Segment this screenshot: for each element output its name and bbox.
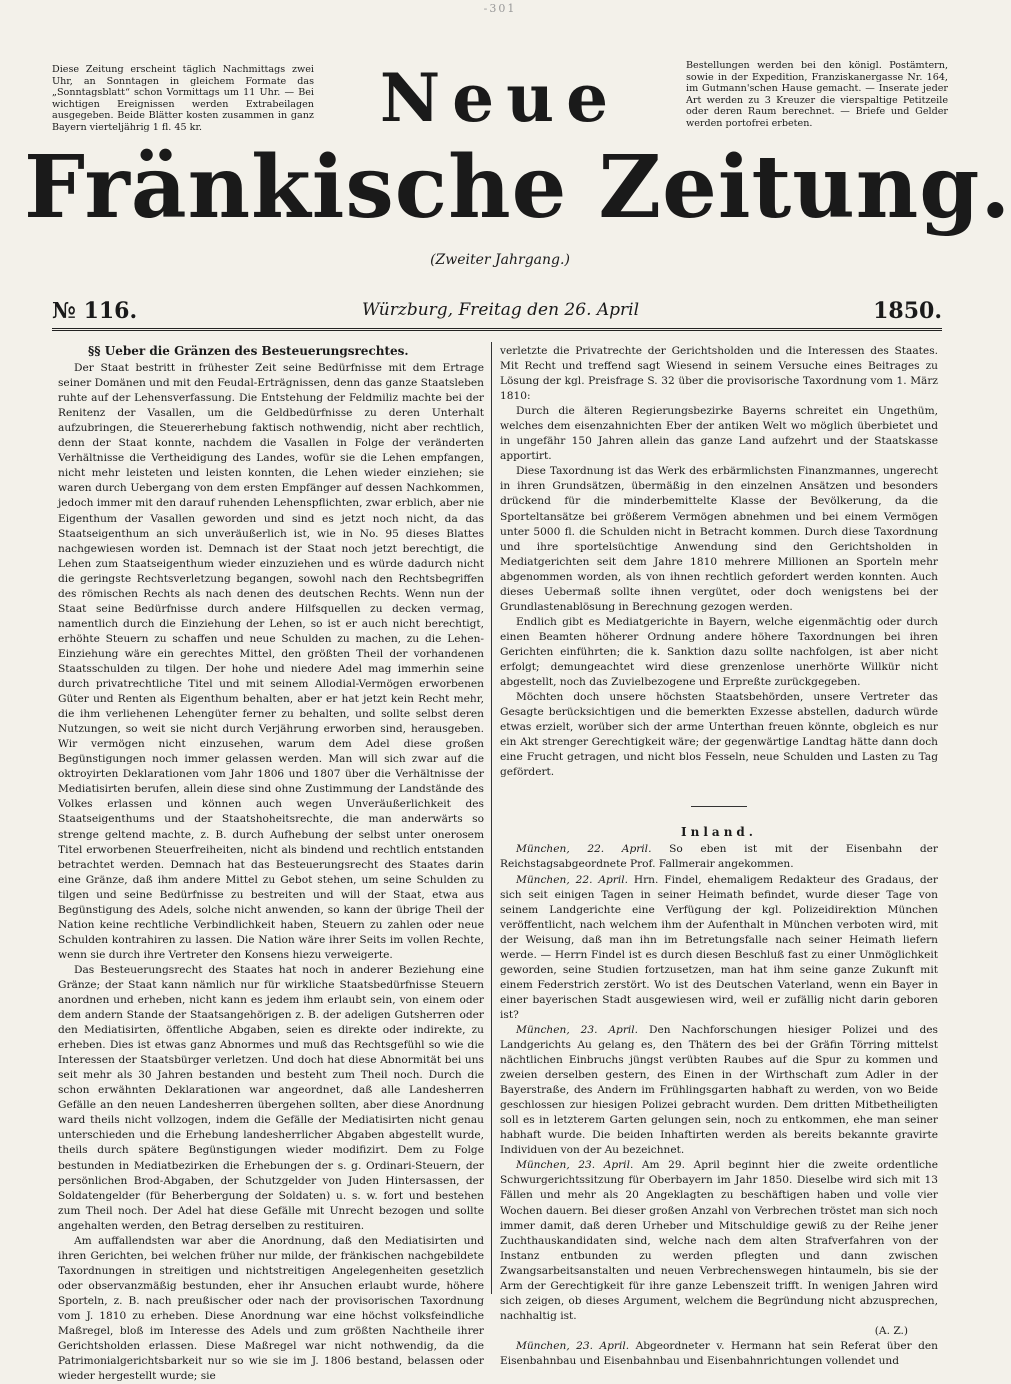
dateline-bar: [52, 298, 942, 331]
article-paragraph: Möchten doch unsere höchsten Staatsbehörden, unsere Vertreter das Gesagte berücksichtigen und die bemerkten Exzesse abstellen, dadurch würde etwas erzielt, worüber sich der arme Unterthan freuen könnte, obgleich es nur ein Akt strenger Gerechtigkeit wäre; der gegenwärtige Landtag hätte dann doch eine Frucht getragen, und nicht blos Fesseln, neue Schulden und Lasten zu Tag gefördert.: [500, 691, 938, 779]
article-paragraph: Der Staat bestritt in frühester Zeit seine Bedürfnisse mit dem Ertrage seiner Domänen und mit den Feudal-Erträgnissen, denn das ganze Staatsleben ruhte auf der Lehensverfassung. Die Entstehung der Feldmiliz machte bei der Renitenz der Vasallen, um die Geldbedürfnisse zu deren Unterhalt aufzubringen, die Steuererhebung faktisch nothwendig, nicht aber rechtlich, denn der Staat konnte, nachdem die Vasallen in Folge der veränderten Verhältnisse die Vertheidigung des Landes, wofür sie die Lehen empfangen, nicht mehr leisteten und leisten konnten, die Lehen wieder einziehen; sie waren durch Uebergang von dem ersten Empfänger auf dessen Nachkommen, jedoch immer mit den darauf ruhenden Lehenspflichten, zwar erblich, aber nie Eigenthum der Vasallen geworden und sind es jetzt noch nicht, da das Staatseigenthum an sich unveräußerlich ist, wie in No. 95 dieses Blattes nachgewiesen worden ist. Demnach ist der Staat noch jetzt berechtigt, die Lehen zum Staatseigenthum wieder einzuziehen und es würde dadurch nicht die geringste Rechtsverletzung begangen, sowohl nach den Rechtsbegriffen des römischen Rechts als nach denen des deutschen Rechts. Wenn nun der Staat seine Bedürfnisse durch andere Hilfsquellen zu decken vermag, namentlich durch die Einziehung der Lehen, so ist er auch nicht berechtigt, erhöhte Steuern zu schaffen und neue Schulden zu machen, zu die Lehen-Einziehung wäre ein gerechtes Mittel, den größten Theil der vorhandenen Staatsschulden zu tilgen. Der hohe und niedere Adel mag immerhin seine durch privatrechtliche Titel und mit seinem Allodial-Vermögen erworbenen Güter und Renten als Eigenthum behalten, aber er hat jetzt kein Recht mehr, die ihm verliehenen Lehengüter ferner zu behalten, und sollte selbst deren Nutzungen, so weit sie nicht durch Verjährung erworben sind, herausgeben. Wir vermögen nicht einzusehen, warum dem Adel diese großen Begünstigungen noch immer gelassen werden. Man will sich zwar auf die oktroyirten Deklarationen vom Jahr 1806 und 1807 über die Verhältnisse der Mediatisirten berufen, allein diese sind ohne Zustimmung der Landstände des Volkes erlassen und können auch wegen Unveräußerlichkeit des Staatseigenthums und der Staatshoheitsrechte, die man anderwärts so strenge geltend machte, z. B. durch Aufhebung der selbst unter onerosem Titel erworbenen Steuerfreiheiten, nicht als bindend und rechtlich entstanden betrachtet werden. Demnach hat das Besteuerungsrecht des Staates darin eine Gränze, daß ihm andere Mittel zu Gebot stehen, um seine Schulden zu tilgen und seine Bedürfnisse zu bestreiten und will der Staat, etwa aus Begünstigung des Adels, solche nicht anwenden, so kann der übrige Theil der Nation keine rechtliche Verbindlichkeit haben, Steuern zu zahlen oder neue Schulden kontrahiren zu lassen. Die Nation wäre ihrer Seits im vollen Rechte, wenn sie durch ihre Vertreter den Konsens hiezu verweigerte.: [58, 362, 484, 961]
article-paragraph: Endlich gibt es Mediatgerichte in Bayern, welche eigenmächtig oder durch einen Beamten höherer Ordnung andere höhere Taxordnungen bei ihren Gerichten einführten; die k. Sanktion dazu sollte nachfolgen, ist aber nicht erfolgt; demungeachtet wird diese grenzenlose unerhörte Willkür nicht abgestellt, noch das Zuvielbezogene und Erpreßte zurückgegeben.: [500, 615, 938, 689]
report-dateline: München, 22. April.: [516, 843, 652, 856]
report-text: Abgeordneter v. Hermann hat sein Referat über den Eisenbahnbau und Eisenbahnbau und Eisenbahnrichtungen vollendet und: [500, 1339, 938, 1367]
masthead-subtitle: (Zweiter Jahrgang.): [430, 252, 570, 268]
news-report: [500, 842, 938, 872]
news-report: [500, 1158, 938, 1324]
issue-date: Würzburg, Freitag den 26. April: [362, 300, 640, 320]
right-column: [500, 344, 938, 1367]
report-text: Am 29. April beginnt hier die zweite ordentliche Schwurgerichtssitzung für Oberbayern im Jahr 1850. Dieselbe wird sich mit 13 Fällen und mehr als 20 Angeklagten zu beschäftigen haben und volle vier Wochen dauern. Bei dieser großen Anzahl von Verbrechen tröstet man sich noch immer damit, daß deren Urheber und Mitschuldige gewiß zu der Reihe jener Zuchthauskandidaten sind, welche nach dem alten Strafverfahren von der Instanz entbunden zu werden pflegten und dann zwischen Zwangsarbeitsanstalten und neuen Verbrechenswegen hintaumeln, bis sie der Arm der Gerechtigkeit für ihre ganze Lebenszeit trifft. In wenigen Jahren wird sich zeigen, ob dieses Argument, welchem die Begründung nicht abzusprechen, nachhaltig ist.: [500, 1159, 938, 1322]
article-paragraph: Durch die älteren Regierungsbezirke Bayerns schreitet ein Ungethüm, welches dem eisenzahnichten Eber der antiken Welt wo möglich überbietet und in ungefähr 150 Jahren allein das ganze Land aufzehrt und der Staatskasse apportirt.: [500, 405, 938, 463]
ordering-notice: Bestellungen werden bei den königl. Postämtern, sowie in der Expedition, Franziskanergasse Nr. 164, im Gutmann'schen Hause gemacht. — Inserate jeder Art werden zu 3 Kreuzer die vierspaltige Petitzeile oder deren Raum berechnet. — Briefe und Gelder werden portofrei erbeten.: [686, 60, 948, 129]
section-rule: [691, 806, 747, 807]
subscription-notice: Diese Zeitung erscheint täglich Nachmittags zwei Uhr, an Sonntagen in gleichem Formate das „Sonntagsblatt“ schon Vormittags um 11 Uhr. — Bei wichtigen Ereignissen werden Extrabeilagen ausgegeben. Beide Blätter kosten zusammen in ganz Bayern vierteljährig 1 fl. 45 kr.: [52, 64, 314, 133]
article-heading: §§ Ueber die Gränzen des Besteuerungsrechtes.: [88, 344, 409, 358]
news-report: [500, 873, 938, 1023]
news-report: [500, 1339, 938, 1369]
issue-number: № 116.: [52, 298, 138, 324]
report-dateline: München, 23. April.: [516, 1159, 634, 1172]
news-report: [500, 1023, 938, 1158]
report-text: Den Nachforschungen hiesiger Polizei und des Landgerichts Au gelang es, den Thätern des bei der Gräfin Törring mittelst nächtlichen Einbruchs jüngst verübten Raubes auf die Spur zu kommen und zweien derselben gestern, des Einen in der Wirthschaft zum Adler in der Bayerstraße, des Andern im Frühlingsgarten habhaft zu werden, von wo Beide geschlossen zur hiesigen Polizei gebracht wurden. Dem dritten Mitbetheiligten soll es in letzterem Garten gelungen sein, noch zu entkommen, ehe man seiner habhaft wurde. Die beiden Inhaftirten werden als bereits bekannte gravirte Individuen von der Au bezeichnet.: [500, 1023, 938, 1157]
report-text: Hrn. Findel, ehemaligem Redakteur des Gradaus, der sich seit einigen Tagen in seiner Heimath befindet, wurde dieser Tage von seinem Landgerichte eine Verfügung der kgl. Polizeidirektion München veröffentlicht, nach welchem ihm der Aufenthalt in München verboten wird, mit der Weisung, daß man ihn im Betretungsfalle nach seiner Heimath liefern werde. — Herrn Findel ist es durch diesen Beschluß fast zu einer Unmöglichkeit geworden, seine Studien fortzusetzen, man hat ihm seine ganze Zukunft mit einem Federstrich zerstört. Wo ist des Deutschen Vaterland, wenn ein Bayer in einer bayerischen Stadt ausgewiesen wird, weil er zufällig nicht darin geboren ist?: [500, 873, 938, 1021]
article-paragraph: Am auffallendsten war aber die Anordnung, daß den Mediatisirten und ihren Gerichten, bei welchen früher nur milde, der fränkischen nachgebildete Taxordnungen in streitigen und nichtstreitigen Angelegenheiten gesetzlich oder observanzmäßig bestunden, eher ihr Ansuchen erlaubt wurde, höhere Sporteln, z. B. nach preußischer oder nach der provisorischen Taxordnung vom J. 1810 zu erheben. Diese Anordnung war eine höchst volksfeindliche Maßregel, bloß im Interesse des Adels und zum größten Nachtheile ihrer Gerichtsholden erlassen. Diese Maßregel war nicht nothwendig, da die Patrimonialgerichtsbarkeit nur so wie sie im J. 1806 bestand, belassen oder wieder hergestellt wurde; sie: [58, 1234, 484, 1383]
column-divider: [491, 342, 492, 1294]
page-number: -301: [483, 2, 517, 15]
report-signature: (A. Z.): [874, 1324, 908, 1337]
article-paragraph: Das Besteuerungsrecht des Staates hat noch in anderer Beziehung eine Gränze; der Staat kann nämlich nur für wirkliche Staatsbedürfnisse Steuern anordnen und erheben, nicht kann es jedem ihm erlaubt sein, von einem oder dem andern Stande der Staatsangehörigen z. B. der adeligen Gutsherren oder den Mediatisirten, öffentliche Abgaben, seien es direkte oder indirekte, zu erheben. Dies ist etwas ganz Abnormes und muß das Rechtsgefühl so wie die Interessen der Staatsbürger verletzen. Und doch hat diese Abnormität bei uns seit mehr als 30 Jahren bestanden und besteht zum Theil noch. Durch die schon erwähnten Deklarationen war angeordnet, daß alle Landesherren Gefälle an den neuen Landesherren übergehen sollten, aber diese Anordnung ward theils nicht vollzogen, indem die Gefälle der Mediatisirten nicht genau unterschieden und die Erhebung landesherrlicher Abgaben abgestellt wurde, theils durch spätere Begünstigungen wieder modifizirt. Dem zu Folge bestunden in Mediatbezirken die Erhebungen der s. g. Ordinari-Steuern, der persönlichen Brod-Abgaben, der Schutzgelder von Juden Hintersassen, der Soldatengelder (für Beherbergung der Soldaten) u. s. w. fort und bestehen zum Theil noch. Der Adel hat diese Gefälle mit Unrecht bezogen und sollte angehalten werden, den Betrag derselben zu restituiren.: [58, 963, 484, 1232]
report-dateline: München, 23. April.: [516, 1023, 639, 1036]
masthead-title: Fränkische Zeitung.: [24, 137, 1011, 238]
section-heading-inland: Inland.: [681, 825, 757, 840]
report-dateline: München, 22. April.: [516, 873, 628, 886]
report-text: So eben ist mit der Eisenbahn der Reichstagsabgeordnete Prof. Fallmerair angekommen.: [500, 843, 938, 871]
article-paragraph: Diese Taxordnung ist das Werk des erbärmlichsten Finanzmannes, ungerecht in ihren Grundsätzen, übermäßig in den einzelnen Ansätzen und besonders drückend für die minderbemittelte Klasse der Bevölkerung, da die Sporteltansätze bei größerem Vermögen abnehmen und bei einem Vermögen unter 5000 fl. die Schulden nicht in Betracht kommen. Durch diese Taxordnung und ihre sportelsüchtige Anwendung sind den Gerichtsholden in Mediatgerichten seit dem Jahre 1810 mehrere Millionen an Sporteln mehr abgenommen worden, als von ihnen rechtlich gefordert werden konnten. Auch dieses Uebermaß sollte ihnen vergütet, oder doch wenigstens bei der Grundlastenablösung in Berechnung gezogen werden.: [500, 465, 938, 613]
issue-year: 1850.: [873, 298, 942, 324]
left-column: [58, 344, 484, 1383]
report-dateline: München, 23. April.: [516, 1339, 630, 1352]
masthead-neue: Neue: [379, 59, 621, 137]
article-paragraph: verletzte die Privatrechte der Gerichtsholden und die Interessen des Staates. Mit Recht und treffend sagt Wiesend in seinem Versuche eines Beitrages zu Lösung der kgl. Preisfrage S. 32 über die provisorische Taxordnung vom 1. März 1810:: [500, 345, 938, 403]
